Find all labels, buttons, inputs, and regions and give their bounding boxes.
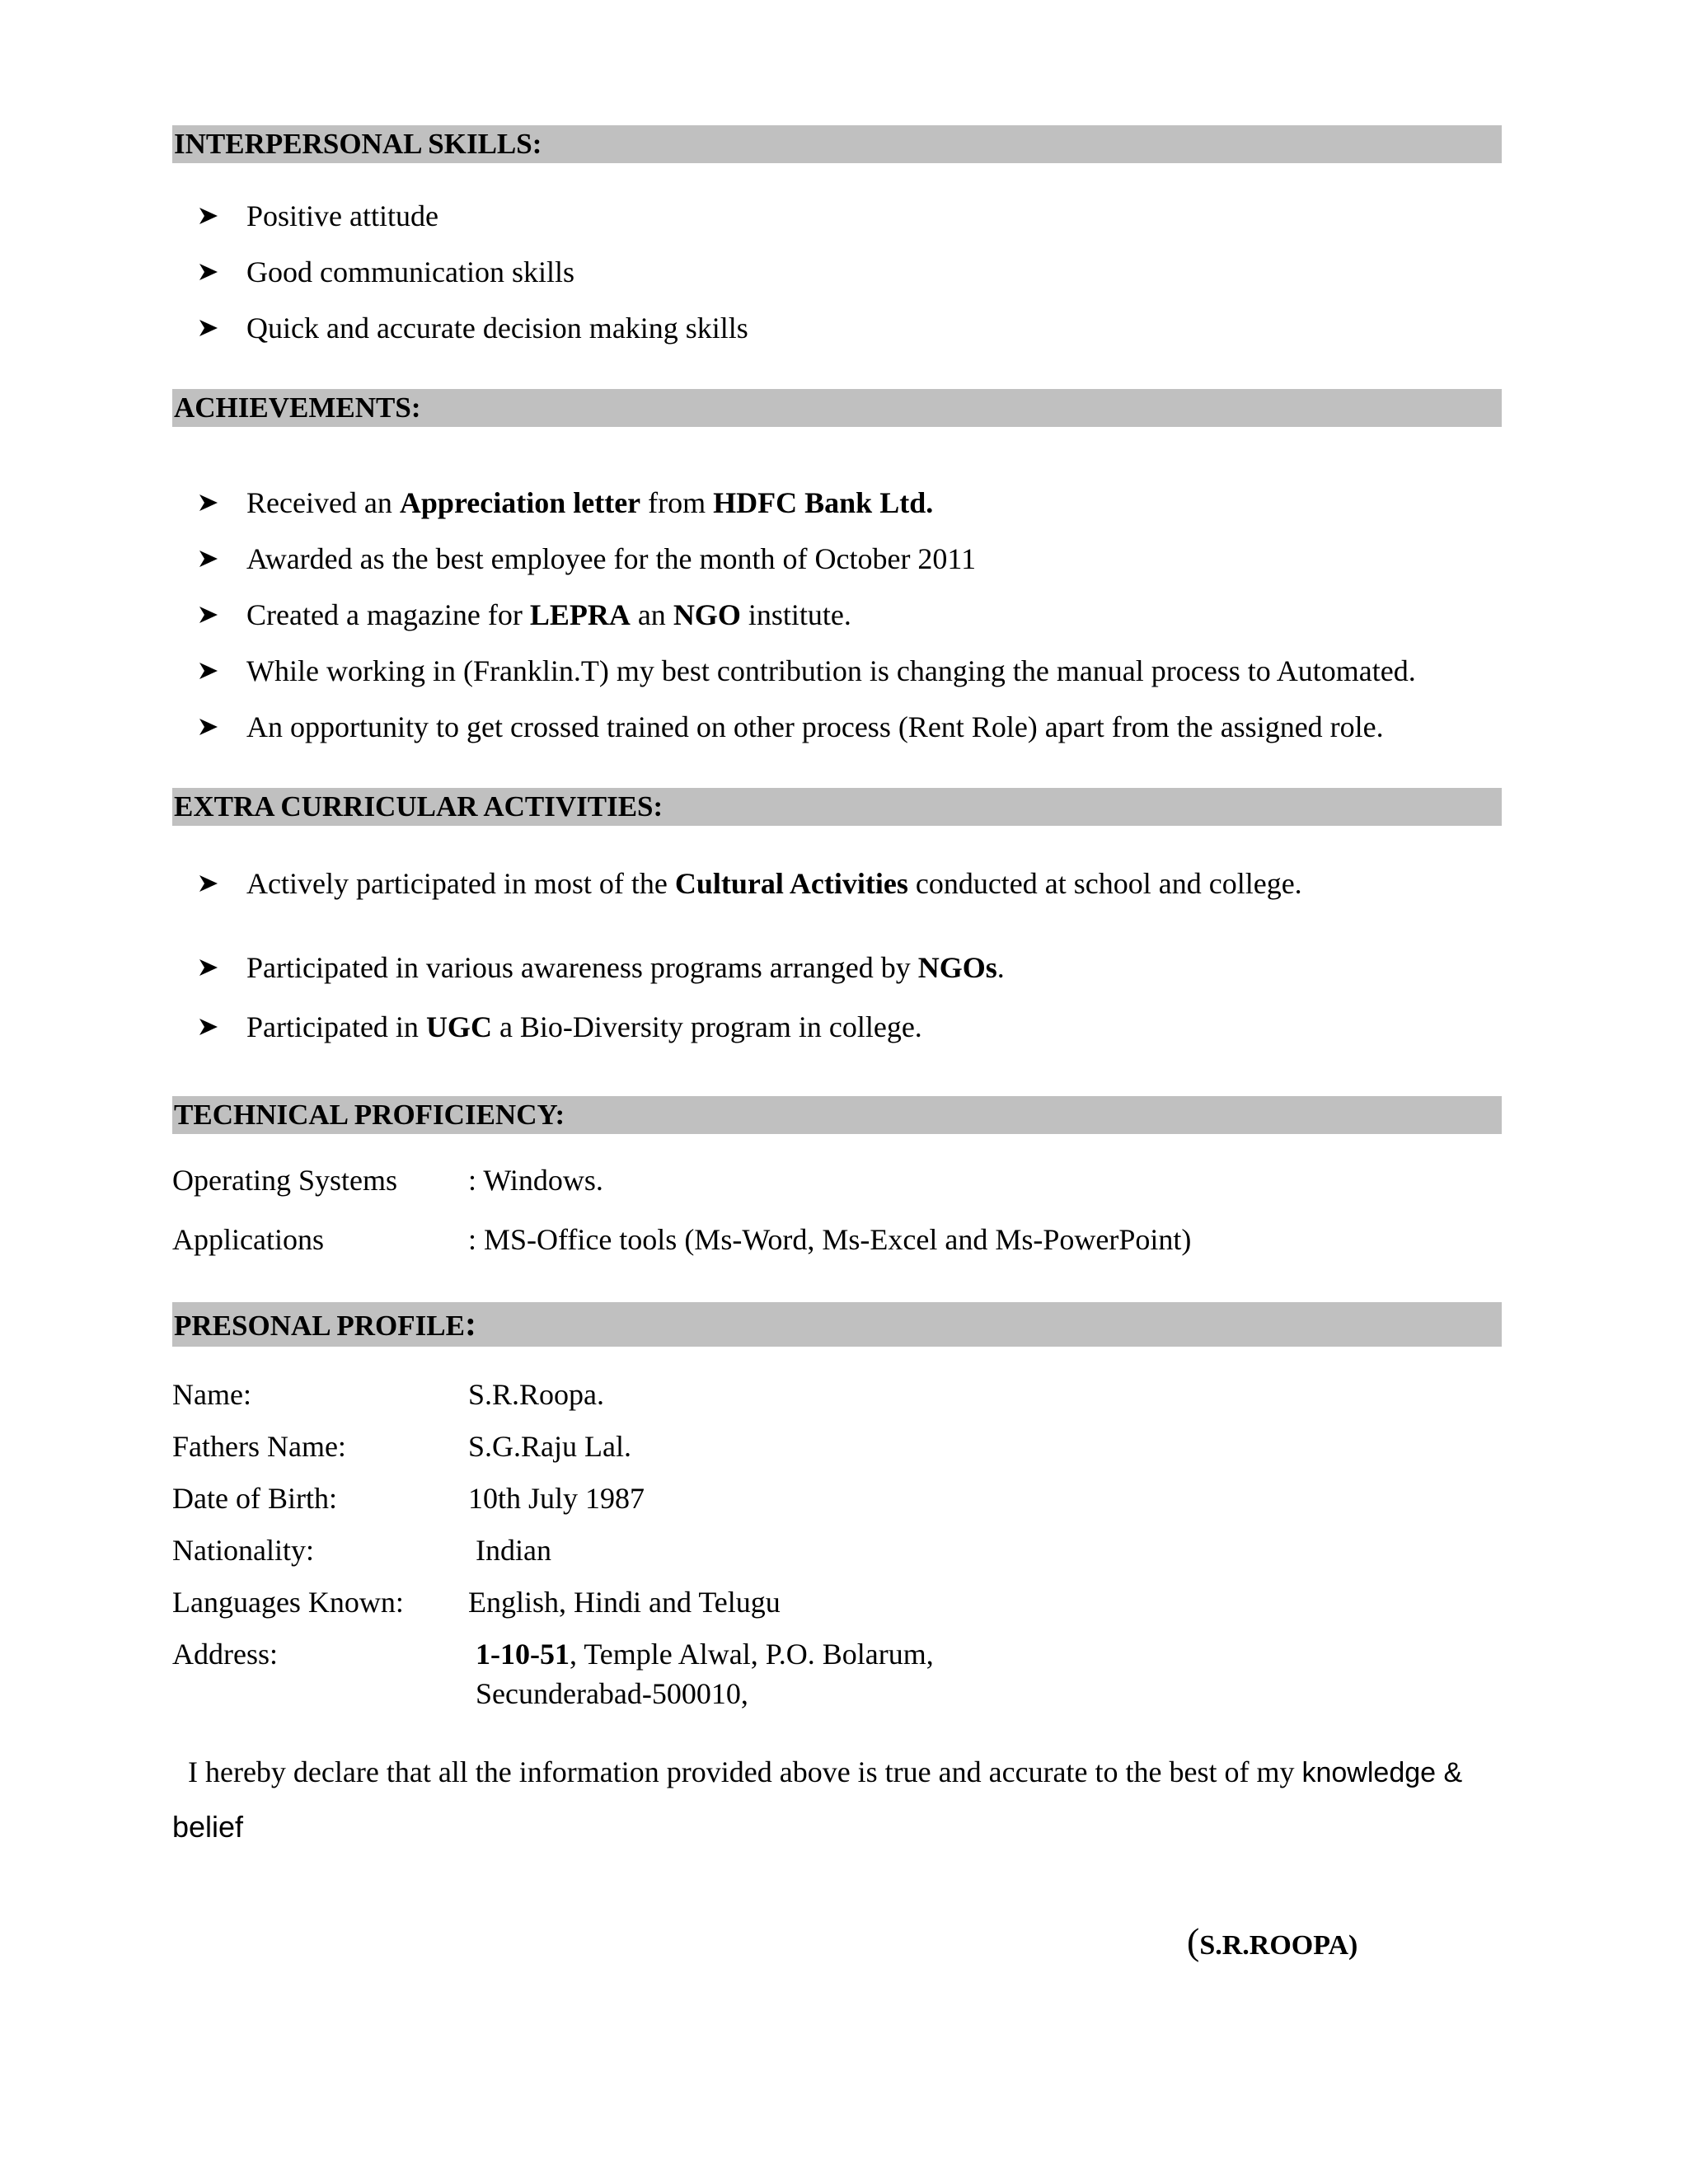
section-heading-interpersonal: INTERPERSONAL SKILLS: <box>172 125 1502 163</box>
profile-label: Languages Known: <box>172 1586 404 1619</box>
list-item-text: Participated in various awareness programs arranged by NGOs. <box>246 951 1005 984</box>
arrow-bullet-icon <box>198 709 223 745</box>
address-line-2: Secunderabad-500010, <box>476 1677 748 1710</box>
list-item-text: Created a magazine for LEPRA an NGO institute. <box>246 598 851 631</box>
arrow-bullet-icon <box>198 254 223 290</box>
profile-label: Fathers Name: <box>172 1430 346 1463</box>
tech-value: : Windows. <box>468 1164 603 1197</box>
arrow-bullet-icon <box>198 485 223 521</box>
list-item-text: Actively participated in most of the Cultural Activities conducted at school and college. <box>246 867 1302 900</box>
arrow-bullet-icon <box>198 310 223 346</box>
profile-value: English, Hindi and Telugu <box>468 1586 781 1619</box>
profile-label: Name: <box>172 1378 251 1411</box>
address-line-1: 1-10-51, Temple Alwal, P.O. Bolarum, <box>476 1638 934 1671</box>
list-item-text: While working in (Franklin.T) my best contribution is changing the manual process to Automated. <box>246 654 1416 687</box>
list-item-text: Participated in UGC a Bio-Diversity program in college. <box>246 1010 922 1043</box>
arrow-bullet-icon <box>198 653 223 689</box>
address-label: Address: <box>172 1638 278 1671</box>
arrow-bullet-icon <box>198 541 223 577</box>
list-item-text: Good communication skills <box>246 255 574 288</box>
section-heading-achievements: ACHIEVEMENTS: <box>172 389 1502 427</box>
arrow-bullet-icon <box>198 865 223 902</box>
profile-label: Nationality: <box>172 1534 314 1567</box>
arrow-bullet-icon <box>198 198 223 234</box>
tech-value: : MS-Office tools (Ms-Word, Ms-Excel and Ms-PowerPoint) <box>468 1223 1192 1256</box>
section-heading-profile: PRESONAL PROFILE: <box>172 1302 1502 1347</box>
profile-value: S.G.Raju Lal. <box>468 1430 631 1463</box>
list-item-text: Awarded as the best employee for the month of October 2011 <box>246 542 977 575</box>
list-item-text: Received an Appreciation letter from HDFC Bank Ltd. <box>246 486 934 519</box>
arrow-bullet-icon <box>198 597 223 633</box>
signature: (S.R.ROOPA) <box>1187 1920 1358 1962</box>
tech-label: Operating Systems <box>172 1164 397 1197</box>
declaration-line-2: belief <box>172 1810 244 1844</box>
profile-value: 10th July 1987 <box>468 1482 645 1515</box>
declaration-line-1: I hereby declare that all the information provided above is true and accurate to the best of my knowledge & <box>188 1755 1463 1788</box>
profile-label: Date of Birth: <box>172 1482 337 1515</box>
section-heading-extracurricular: EXTRA CURRICULAR ACTIVITIES: <box>172 788 1502 826</box>
profile-value: Indian <box>476 1534 551 1567</box>
section-heading-technical: TECHNICAL PROFICIENCY: <box>172 1096 1502 1134</box>
arrow-bullet-icon <box>198 1009 223 1045</box>
profile-value: S.R.Roopa. <box>468 1378 605 1411</box>
list-item-text: Quick and accurate decision making skills <box>246 312 748 344</box>
arrow-bullet-icon <box>198 949 223 986</box>
list-item-text: Positive attitude <box>246 199 438 232</box>
tech-label: Applications <box>172 1223 324 1256</box>
list-item-text: An opportunity to get crossed trained on other process (Rent Role) apart from the assigned role. <box>246 710 1384 743</box>
